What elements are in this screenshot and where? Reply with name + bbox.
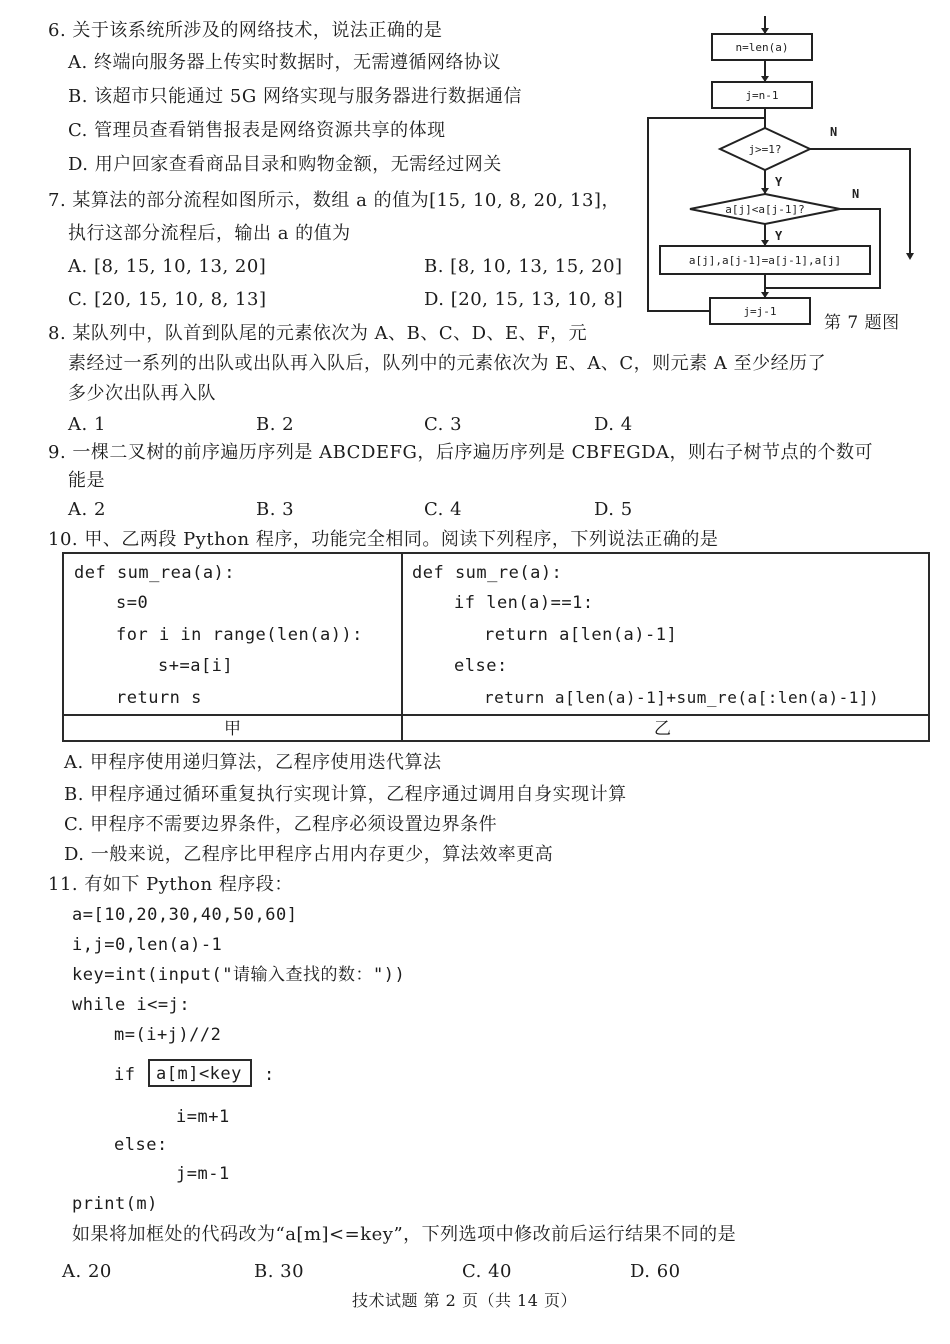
right-code-line-1: def sum_re(a): bbox=[412, 563, 563, 583]
q7-stem-line2: 执行这部分流程后，输出 a 的值为 bbox=[68, 223, 351, 244]
q11-code-line-5: m=(i+j)//2 bbox=[114, 1025, 222, 1045]
q7-figure-caption: 第 7 题图 bbox=[824, 313, 900, 333]
q11-option-a: A. 20 bbox=[62, 1261, 112, 1282]
flow-cond-j: j>=1? bbox=[748, 143, 782, 156]
q11-code-line-9: j=m-1 bbox=[176, 1164, 230, 1184]
q6-option-b: B. 该超市只能通过 5G 网络实现与服务器进行数据通信 bbox=[68, 86, 522, 107]
q7-option-b: B. [8, 10, 13, 15, 20] bbox=[424, 256, 623, 277]
q11-code-line-7: i=m+1 bbox=[176, 1107, 230, 1127]
q7-option-a: A. [8, 15, 10, 13, 20] bbox=[68, 256, 267, 277]
table-divider-horizontal bbox=[64, 714, 928, 716]
flow-no-label-2: N bbox=[852, 187, 860, 201]
right-code-line-5: return a[len(a)-1]+sum_re(a[:len(a)-1]) bbox=[484, 688, 880, 707]
q11-question: 如果将加框处的代码改为“a[m]<=key”，下列选项中修改前后运行结果不同的是 bbox=[72, 1224, 737, 1245]
q8-line1: 8. 某队列中，队首到队尾的元素依次为 A、B、C、D、E、F，元 bbox=[48, 323, 588, 344]
q9-option-c: C. 4 bbox=[424, 499, 463, 520]
q7-flowchart bbox=[640, 8, 930, 338]
flow-box-n: n=len(a) bbox=[735, 41, 789, 54]
flow-box-swap: a[j],a[j-1]=a[j-1],a[j] bbox=[688, 254, 842, 267]
q10-option-a: A. 甲程序使用递归算法，乙程序使用迭代算法 bbox=[64, 752, 442, 773]
q8-option-a: A. 1 bbox=[68, 414, 106, 435]
flow-box-dec: j=j-1 bbox=[743, 305, 777, 318]
right-label: 乙 bbox=[654, 719, 672, 739]
q8-line2: 素经过一系列的出队或出队再入队后，队列中的元素依次为 E、A、C，则元素 A 至少经历了 bbox=[68, 353, 827, 374]
q7-option-d: D. [20, 15, 13, 10, 8] bbox=[424, 289, 624, 310]
right-code-line-2: if len(a)==1: bbox=[454, 593, 594, 613]
table-divider-vertical bbox=[401, 554, 403, 740]
q10-option-d: D. 一般来说，乙程序比甲程序占用内存更少，算法效率更高 bbox=[64, 844, 554, 865]
q11-code-line-2: i,j=0,len(a)-1 bbox=[72, 935, 223, 955]
q11-code-line-4: while i<=j: bbox=[72, 995, 191, 1015]
q11-code-line-10: print(m) bbox=[72, 1194, 158, 1214]
flow-cond-compare: a[j]<a[j-1]? bbox=[725, 203, 805, 216]
q6-option-d: D. 用户回家查看商品目录和购物金额，无需经过网关 bbox=[68, 154, 502, 175]
q11-option-c: C. 40 bbox=[462, 1261, 512, 1282]
flow-box-j: j=n-1 bbox=[745, 89, 779, 102]
q9-option-a: A. 2 bbox=[68, 499, 106, 520]
q8-option-d: D. 4 bbox=[594, 414, 633, 435]
q9-line2: 能是 bbox=[68, 470, 105, 491]
q11-code-line-1: a=[10,20,30,40,50,60] bbox=[72, 905, 298, 925]
q10-option-c: C. 甲程序不需要边界条件，乙程序必须设置边界条件 bbox=[64, 814, 498, 835]
right-code-line-3: return a[len(a)-1] bbox=[484, 625, 678, 645]
left-code-line-2: s=0 bbox=[116, 593, 149, 613]
q8-option-b: B. 2 bbox=[256, 414, 295, 435]
q7-option-c: C. [20, 15, 10, 8, 13] bbox=[68, 289, 267, 310]
q9-option-b: B. 3 bbox=[256, 499, 295, 520]
q8-option-c: C. 3 bbox=[424, 414, 463, 435]
flow-yes-label-1: Y bbox=[775, 175, 783, 189]
q11-boxed-code: a[m]<key bbox=[156, 1064, 242, 1084]
flow-no-label-1: N bbox=[830, 125, 838, 139]
q11-code-if: if bbox=[114, 1065, 136, 1085]
q8-line3: 多少次出队再入队 bbox=[68, 383, 216, 404]
left-code-line-4: s+=a[i] bbox=[158, 656, 234, 676]
q11-code-line-8: else: bbox=[114, 1135, 168, 1155]
left-code-line-1: def sum_rea(a): bbox=[74, 563, 236, 583]
q6-stem: 6. 关于该系统所涉及的网络技术，说法正确的是 bbox=[48, 20, 443, 41]
q10-option-b: B. 甲程序通过循环重复执行实现计算，乙程序通过调用自身实现计算 bbox=[64, 784, 627, 805]
q11-option-d: D. 60 bbox=[630, 1261, 681, 1282]
q6-option-c: C. 管理员查看销售报表是网络资源共享的体现 bbox=[68, 120, 446, 141]
q11-stem: 11. 有如下 Python 程序段： bbox=[48, 874, 293, 895]
q11-code-colon: : bbox=[264, 1065, 275, 1085]
q9-line1: 9. 一棵二叉树的前序遍历序列是 ABCDEFG，后序遍历序列是 CBFEGDA，则右子树节点的个数可 bbox=[48, 442, 874, 463]
left-code-line-5: return s bbox=[116, 688, 202, 708]
q11-code-line-3: key=int(input("请输入查找的数：")) bbox=[72, 965, 406, 985]
q7-stem-line1: 7. 某算法的部分流程如图所示，数组 a 的值为[15, 10, 8, 20, 13]， bbox=[48, 190, 620, 211]
q6-option-a: A. 终端向服务器上传实时数据时，无需遵循网络协议 bbox=[68, 52, 501, 73]
left-label: 甲 bbox=[224, 719, 242, 739]
q10-code-table bbox=[62, 552, 930, 742]
q11-option-b: B. 30 bbox=[254, 1261, 305, 1282]
page-footer: 技术试题 第 2 页（共 14 页） bbox=[352, 1291, 577, 1310]
q10-stem: 10. 甲、乙两段 Python 程序，功能完全相同。阅读下列程序，下列说法正确的是 bbox=[48, 529, 719, 550]
flow-yes-label-2: Y bbox=[775, 229, 783, 243]
right-code-line-4: else: bbox=[454, 656, 508, 676]
q9-option-d: D. 5 bbox=[594, 499, 633, 520]
left-code-line-3: for i in range(len(a)): bbox=[116, 625, 363, 645]
